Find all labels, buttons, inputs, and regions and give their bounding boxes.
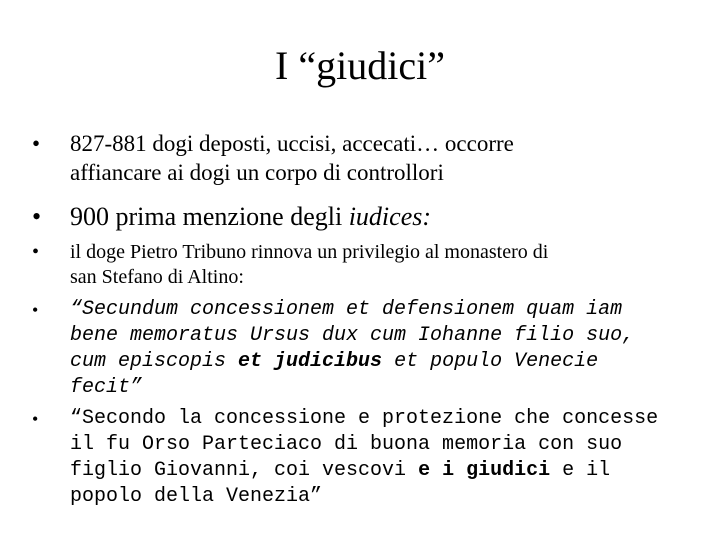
translation-fragment: figlio Giovanni, coi vescovi	[70, 459, 419, 482]
bullet-marker: •	[32, 241, 40, 263]
translation-line	[70, 458, 710, 484]
bullet-line: affiancare ai dogi un corpo di controllori	[70, 160, 444, 185]
bullet-line: 900 prima menzione degli	[70, 202, 349, 231]
bullet-text	[70, 201, 710, 233]
judicibus-emphasis: et judicibus	[238, 350, 383, 373]
slide-title: I “giudici”	[275, 43, 445, 88]
quote-line: bene memoratus Ursus dux cum Iohanne filio suo,	[70, 324, 635, 347]
bullet-line: san Stefano di Altino:	[70, 266, 244, 288]
bullet-marker: •	[32, 409, 39, 429]
quote-line	[70, 349, 710, 375]
bullet-marker: •	[32, 131, 41, 156]
bullet-text	[70, 129, 710, 187]
translation-line: “Secondo la concessione e protezione che concesse	[70, 407, 659, 430]
bullet-marker: •	[32, 300, 39, 320]
quote-fragment: et populo Venecie	[382, 350, 599, 373]
latin-quote-text	[70, 297, 710, 401]
translation-fragment: e il	[550, 459, 611, 482]
quote-line: “Secundum concessionem et defensionem quam iam	[70, 298, 623, 321]
translation-line: il fu Orso Parteciaco di buona memoria con suo	[70, 433, 623, 456]
bullet-line: il doge Pietro Tribuno rinnova un privilegio al monastero di	[70, 241, 549, 263]
bullet-line: 827-881 dogi deposti, uccisi, accecati… occorre	[70, 131, 514, 156]
italian-translation-text	[70, 406, 710, 510]
bullet-text	[70, 240, 710, 290]
bullet-marker: •	[32, 202, 42, 231]
giudici-emphasis: e i giudici	[418, 459, 551, 482]
quote-fragment: cum episcopis	[70, 350, 239, 373]
iudices-term: iudices:	[348, 202, 432, 231]
quote-line: fecit”	[70, 376, 143, 399]
translation-line: popolo della Venezia”	[70, 485, 323, 508]
